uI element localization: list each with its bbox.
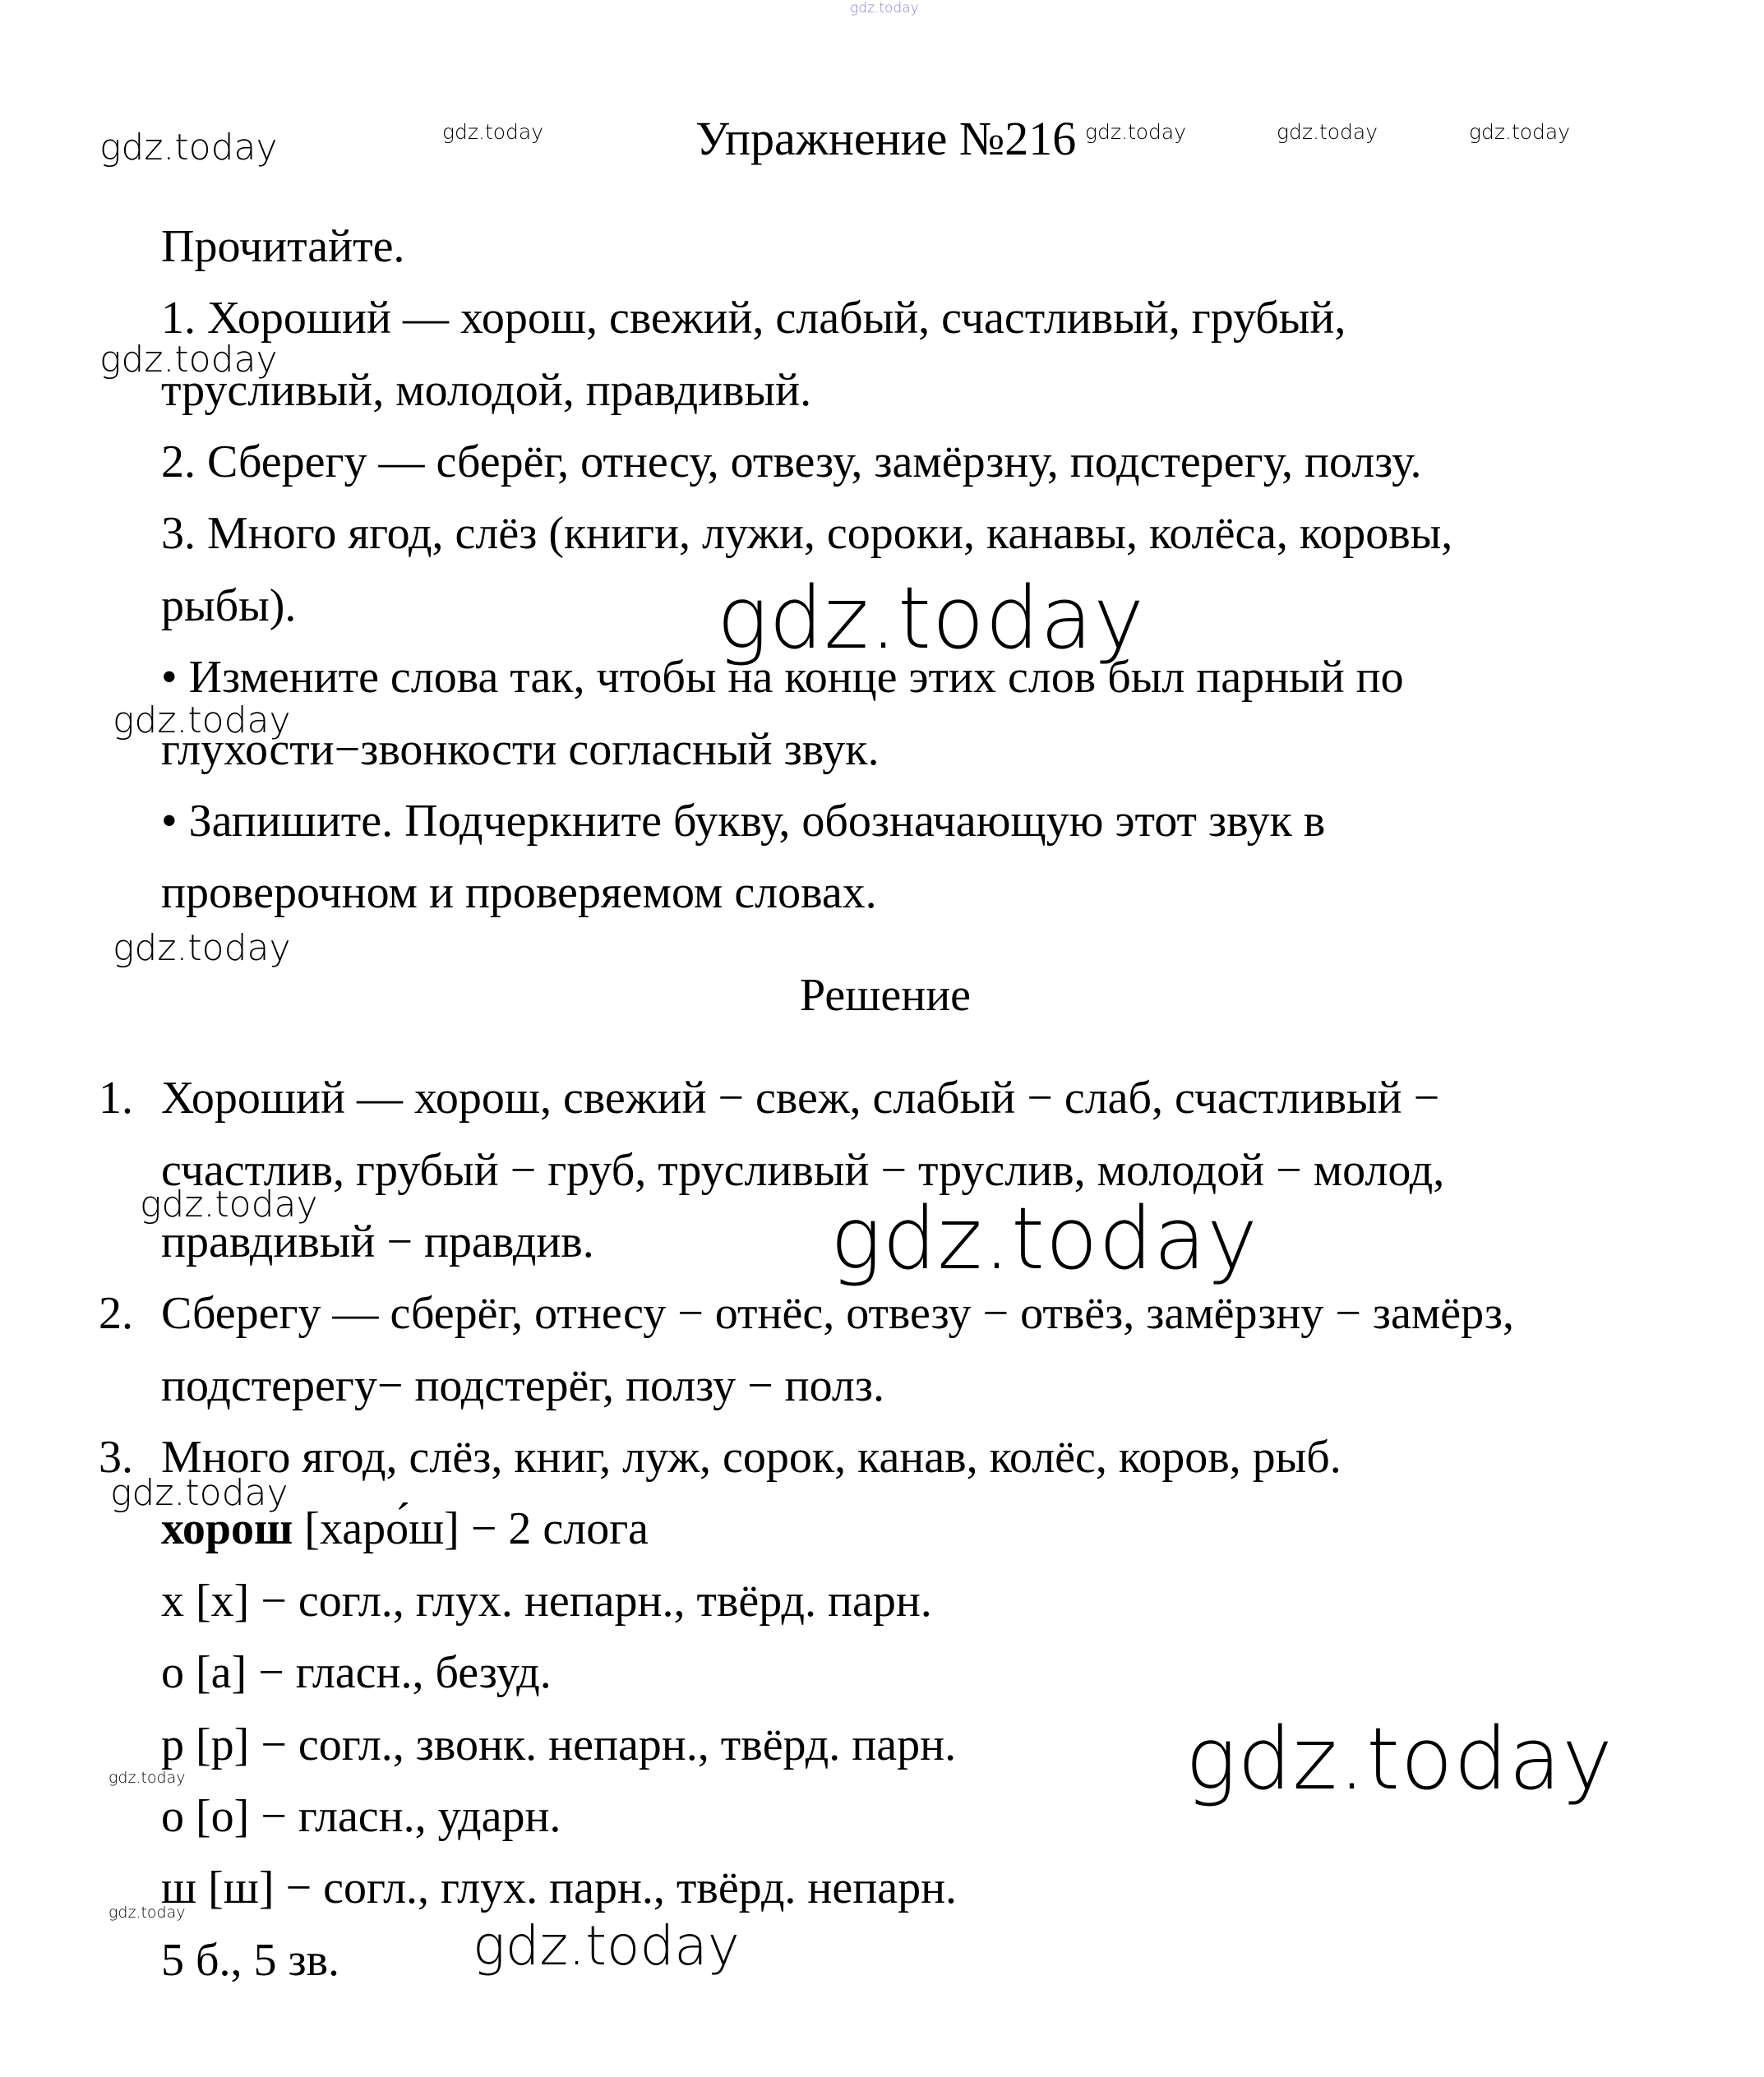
task-line: проверочном и проверяемом словах. bbox=[161, 867, 877, 918]
analysis-line: о [о] − гласн., ударн. bbox=[161, 1791, 561, 1842]
solution-line: счастлив, грубый − груб, трусливый − труслив, молодой − молод, bbox=[161, 1145, 1445, 1196]
watermark: gdz.today bbox=[442, 120, 544, 144]
solution-line: Сберегу — сберёг, отнесу − отнёс, отвезу − отвёз, замёрзну − замёрз, bbox=[161, 1288, 1514, 1339]
task-line: 3. Много ягод, слёз (книги, лужи, сороки, канавы, колёса, коровы, bbox=[161, 508, 1453, 559]
solution-line: Много ягод, слёз, книг, луж, сорок, канав, колёс, коров, рыб. bbox=[161, 1432, 1341, 1483]
task-line: трусливый, молодой, правдивый. bbox=[161, 365, 812, 416]
watermark: gdz.today bbox=[109, 1769, 186, 1787]
watermark-large: gdz.today bbox=[1185, 1709, 1614, 1809]
analysis-line: х [х] − согл., глух. непарн., твёрд. парн. bbox=[161, 1576, 932, 1627]
solution-heading: Решение bbox=[800, 970, 972, 1021]
task-line: 2. Сберегу — сберёг, отнесу, отвезу, замёрзну, подстерегу, ползу. bbox=[161, 436, 1422, 487]
task-line: глухости−звонкости согласный звук. bbox=[161, 724, 880, 775]
watermark: gdz.today bbox=[99, 127, 278, 168]
watermark: gdz.today bbox=[109, 1904, 186, 1922]
analysis-word: хорош bbox=[161, 1503, 293, 1554]
watermark: gdz.today bbox=[113, 699, 291, 741]
solution-line: правдивый − правдив. bbox=[161, 1216, 594, 1267]
task-line: • Измените слова так, чтобы на конце этих слов был парный по bbox=[161, 652, 1404, 703]
solution-line: Хороший — хорош, свежий − свеж, слабый − слаб, счастливый − bbox=[161, 1073, 1440, 1124]
watermark: gdz.today bbox=[1469, 120, 1571, 144]
list-number: 2. bbox=[99, 1288, 133, 1339]
analysis-line: ш [ш] − согл., глух. парн., твёрд. непарн. bbox=[161, 1862, 958, 1913]
list-number: 1. bbox=[99, 1073, 133, 1124]
watermark-top: gdz.today bbox=[850, 0, 919, 16]
analysis-transcription: [харо́ш] − 2 слога bbox=[293, 1503, 649, 1554]
watermark: gdz.today bbox=[140, 1184, 318, 1225]
task-line: Прочитайте. bbox=[161, 221, 405, 272]
page-title: Упражнение №216 bbox=[695, 112, 1077, 165]
task-line: 1. Хороший — хорош, свежий, слабый, счастливый, грубый, bbox=[161, 293, 1346, 344]
task-line: рыбы). bbox=[161, 580, 297, 631]
watermark: gdz.today bbox=[110, 1472, 289, 1514]
watermark-large: gdz.today bbox=[717, 568, 1145, 668]
solution-line: подстерегу− подстерёг, ползу − полз. bbox=[161, 1360, 884, 1411]
list-number: 3. bbox=[99, 1432, 133, 1483]
watermark: gdz.today bbox=[1277, 120, 1378, 144]
watermark: gdz.today bbox=[1085, 120, 1187, 144]
analysis-line: р [р] − согл., звонк. непарн., твёрд. парн. bbox=[161, 1719, 957, 1770]
watermark: gdz.today bbox=[99, 339, 278, 381]
task-line: • Запишите. Подчеркните букву, обозначающую этот звук в bbox=[161, 796, 1326, 847]
watermark: gdz.today bbox=[113, 927, 291, 969]
watermark-large: gdz.today bbox=[830, 1189, 1258, 1289]
analysis-summary: 5 б., 5 зв. bbox=[161, 1935, 340, 1986]
analysis-heading bbox=[161, 1503, 649, 1554]
watermark: gdz.today bbox=[473, 1914, 740, 1978]
analysis-line: о [а] − гласн., безуд. bbox=[161, 1647, 552, 1698]
